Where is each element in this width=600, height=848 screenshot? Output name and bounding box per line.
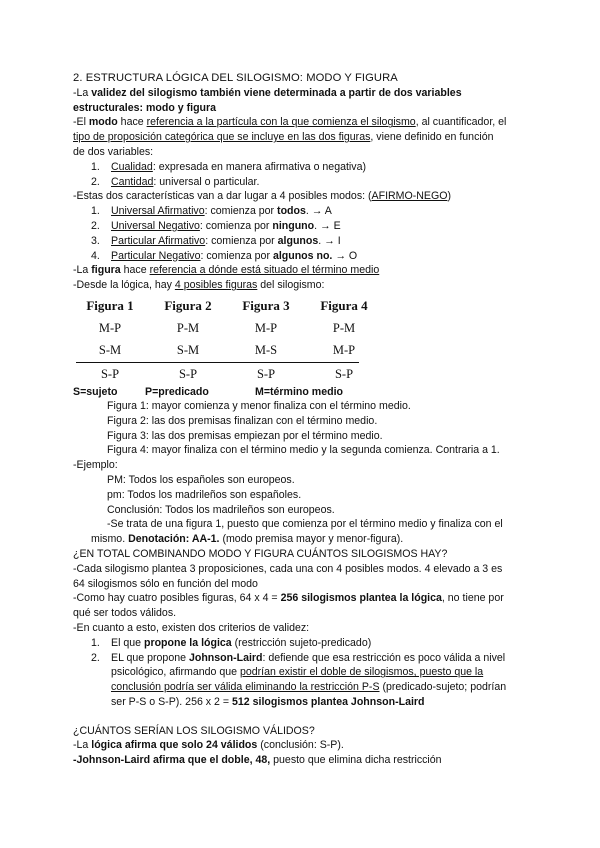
- ans2-bold: -Johnson-Laird afirma que el doble, 48,: [73, 754, 271, 767]
- ejemplo-pm: PM: Todos los españoles son europeos.: [107, 473, 295, 486]
- ejemplo-note-1: -Se trata de una figura 1, puesto que comienza por el término medio y finaliza con el: [107, 518, 503, 531]
- variable-desc: : universal o particular.: [153, 175, 260, 188]
- figura-header: Figura 3: [242, 297, 290, 313]
- figura-desc-4: Figura 4: mayor finaliza con el término medio y la segunda comienza. Contraria a 1.: [107, 444, 500, 457]
- ejemplo-conclusion: Conclusión: Todos los madrileños son europeos.: [107, 503, 335, 516]
- variable-term: Cualidad: [111, 160, 153, 173]
- section-title: 2. ESTRUCTURA LÓGICA DEL SILOGISMO: MODO Y FIGURA: [73, 72, 398, 84]
- variable-num: 2.: [91, 175, 100, 188]
- figura-def: [73, 263, 533, 278]
- figura-header: Figura 4: [320, 297, 368, 313]
- legend-termino-medio: M=término medio: [255, 385, 343, 398]
- modo-term: Universal Afirmativo: [111, 205, 205, 218]
- ejemplo-note-2: [73, 532, 533, 547]
- modo-num: 2.: [91, 219, 100, 232]
- premisa-mayor: M-P: [98, 320, 122, 335]
- question-total: ¿EN TOTAL COMBINANDO MODO Y FIGURA CUÁNTOS SILOGISMOS HAY?: [73, 547, 448, 560]
- legend: [73, 385, 533, 399]
- calc2-line-1: [73, 591, 533, 606]
- figuras-underline: 4 posibles figuras: [174, 279, 258, 292]
- modo-end: , viene definido en función: [370, 131, 494, 144]
- ans1-bold: lógica afirma que solo 24 válidos: [91, 739, 258, 752]
- intro-line-1: [73, 86, 533, 101]
- criterio-2-line-2: [73, 665, 533, 680]
- legend-sujeto: S=sujeto: [73, 385, 118, 398]
- note-prefix: mismo.: [91, 533, 129, 546]
- criterio-num: 1.: [91, 636, 100, 649]
- variable-num: 1.: [91, 160, 100, 173]
- figuras-end: del silogismo:: [257, 279, 325, 292]
- figura-prefix: -La: [73, 264, 92, 277]
- answer-johnson-laird: [73, 753, 533, 768]
- conclusion: S-P: [256, 366, 276, 381]
- criterio2-line2-underline: podrían existir el doble de silogismos, puesto que la: [239, 666, 484, 679]
- premisa-mayor: P-M: [176, 320, 200, 335]
- modo-item-a: [73, 204, 533, 219]
- modo-term: Universal Negativo: [111, 219, 200, 232]
- modo-mid2: , al cuantificador, el: [415, 116, 507, 129]
- criterios-intro: -En cuanto a esto, existen dos criterios de validez:: [73, 621, 310, 634]
- variable-desc: : expresada en manera afirmativa o negativa): [152, 160, 366, 173]
- criterio-2-line-3: [73, 680, 533, 695]
- modo-prefix: -El: [73, 116, 89, 129]
- modo-term: modo: [88, 116, 118, 129]
- premisa-menor: S-M: [176, 342, 200, 357]
- intro-line-2: estructurales: modo y figura: [73, 101, 217, 114]
- figura-header: Figura 2: [164, 297, 212, 313]
- figura-header: Figura 1: [86, 297, 134, 313]
- calc1-line-1: -Cada silogismo plantea 3 proposiciones, cada una con 4 posibles modos. 4 elevado a 3 es: [73, 562, 503, 575]
- modo-mid: : comienza por: [204, 205, 278, 218]
- premisa-mayor: M-P: [254, 320, 278, 335]
- modo-letter: . → E: [314, 219, 341, 232]
- modo-term: Particular Afirmativo: [111, 234, 206, 247]
- variable-term: Cantidad: [111, 175, 154, 188]
- variable-item-cantidad: [73, 175, 533, 190]
- modo-keyword: algunos: [277, 234, 319, 247]
- figuras-table: [73, 295, 533, 385]
- conclusion-divider: [76, 362, 359, 363]
- figura-desc-2: Figura 2: las dos premisas finalizan con el término medio.: [107, 414, 378, 427]
- calc2-line-2: qué ser todos válidos.: [73, 607, 177, 620]
- modo-underline-2: tipo de proposición categórica que se incluye en las dos figuras: [73, 131, 371, 144]
- ans1-end: (conclusión: S-P).: [257, 739, 344, 752]
- calc2-prefix: -Como hay cuatro posibles figuras, 64 x 4 =: [73, 592, 281, 605]
- figura-3-column: [231, 295, 301, 385]
- criterio-2: [73, 651, 533, 666]
- figura-term: figura: [91, 264, 121, 277]
- conclusion: S-P: [100, 366, 120, 381]
- modo-def-line-1: [73, 115, 533, 130]
- calc1-line-2: 64 silogismos sólo en función del modo: [73, 577, 258, 590]
- criterio-bold: Johnson-Laird: [188, 651, 263, 664]
- modo-mid: : comienza por: [199, 219, 273, 232]
- question-validos: ¿CUÁNTOS SERÍAN LOS SILOGISMO VÁLIDOS?: [73, 724, 315, 737]
- ans1-prefix: -La: [73, 739, 92, 752]
- criterio-num: 2.: [91, 651, 100, 664]
- answer-logica: [73, 738, 533, 753]
- modo-def-line-2: [73, 130, 533, 145]
- intro-prefix: -La: [73, 86, 92, 99]
- criterio2-line4-pre: ser P-S o S-P). 256 x 2 =: [111, 695, 232, 708]
- figura-desc-1: Figura 1: mayor comienza y menor finaliza con el término medio.: [107, 399, 411, 412]
- figura-desc-3: Figura 3: las dos premisas empiezan por el término medio.: [107, 429, 383, 442]
- spacer: [73, 710, 533, 724]
- figura-mid: hace: [120, 264, 150, 277]
- modo-keyword: ninguno: [272, 219, 315, 232]
- figura-underline: referencia a dónde está situado el término medio: [149, 264, 380, 277]
- criterio-end: (restricción sujeto-predicado): [231, 636, 372, 649]
- modo-keyword: algunos no.: [272, 249, 333, 262]
- premisa-menor: S-M: [98, 342, 122, 357]
- modo-item-o: [73, 249, 533, 264]
- figura-1-column: [75, 295, 145, 385]
- figura-2-column: [153, 295, 223, 385]
- figura-4-column: [309, 295, 379, 385]
- modos-intro-text: -Estas dos características van a dar lugar a 4 posibles modos: (: [73, 190, 372, 203]
- modos-intro-end: ): [447, 190, 451, 203]
- criterio2-line4-bold: 512 silogismos plantea Johnson-Laird: [232, 695, 425, 708]
- criterio-2-line-4: [73, 695, 533, 710]
- modo-mid: : comienza por: [200, 249, 273, 262]
- premisa-menor: M-S: [254, 342, 278, 357]
- denotacion: Denotación: AA-1.: [128, 533, 220, 546]
- calc2-end: , no tiene por: [441, 592, 504, 605]
- modo-num: 1.: [91, 205, 100, 218]
- modo-letter: . → A: [305, 205, 332, 218]
- variable-item-cualidad: [73, 160, 533, 175]
- modo-item-e: [73, 219, 533, 234]
- modo-keyword: todos: [277, 205, 306, 218]
- modo-letter: → O: [332, 249, 358, 262]
- figuras-prefix: -Desde la lógica, hay: [73, 279, 175, 292]
- modo-term: Particular Negativo: [111, 249, 201, 262]
- legend-predicado: P=predicado: [145, 385, 209, 398]
- criterio-line1-end: : defiende que esa restricción es poco válida a nivel: [262, 651, 506, 664]
- modos-mnemonic: AFIRMO-NEGO: [371, 190, 448, 203]
- conclusion: S-P: [334, 366, 354, 381]
- premisa-mayor: P-M: [332, 320, 356, 335]
- figuras-intro: [73, 278, 533, 293]
- modo-num: 4.: [91, 249, 100, 262]
- criterio-bold: propone la lógica: [143, 636, 232, 649]
- ejemplo-label: -Ejemplo:: [73, 459, 118, 472]
- criterio2-line3-underline: conclusión podría ser válida eliminando la restricción P-S: [111, 681, 380, 694]
- modo-mid: hace: [117, 116, 147, 129]
- criterio-1: [73, 636, 533, 651]
- modo-def-line-3: de dos variables:: [73, 145, 154, 158]
- criterio-prefix: EL que propone: [111, 651, 189, 664]
- modo-item-i: [73, 234, 533, 249]
- premisa-menor: M-P: [332, 342, 356, 357]
- criterio2-line2-pre: psicológico, afirmando que: [111, 666, 240, 679]
- ans2-end: puesto que elimina dicha restricción: [270, 754, 442, 767]
- criterio2-line3-end: (predicado-sujeto; podrían: [379, 681, 507, 694]
- ejemplo-pm-menor: pm: Todos los madrileños son españoles.: [107, 488, 302, 501]
- modo-mid: : comienza por: [205, 234, 278, 247]
- conclusion: S-P: [178, 366, 198, 381]
- document-page: [73, 71, 533, 768]
- modos-intro: [73, 189, 533, 204]
- criterio-prefix: El que: [111, 636, 144, 649]
- intro-bold-1: validez del silogismo también viene determinada a partir de dos variables: [91, 86, 462, 99]
- modo-underline-1: referencia a la partícula con la que comienza el silogismo: [146, 116, 416, 129]
- calc2-bold: 256 silogismos plantea la lógica: [280, 592, 442, 605]
- note-end: (modo premisa mayor y menor-figura).: [219, 533, 404, 546]
- modo-num: 3.: [91, 234, 100, 247]
- modo-letter: . → I: [318, 234, 341, 247]
